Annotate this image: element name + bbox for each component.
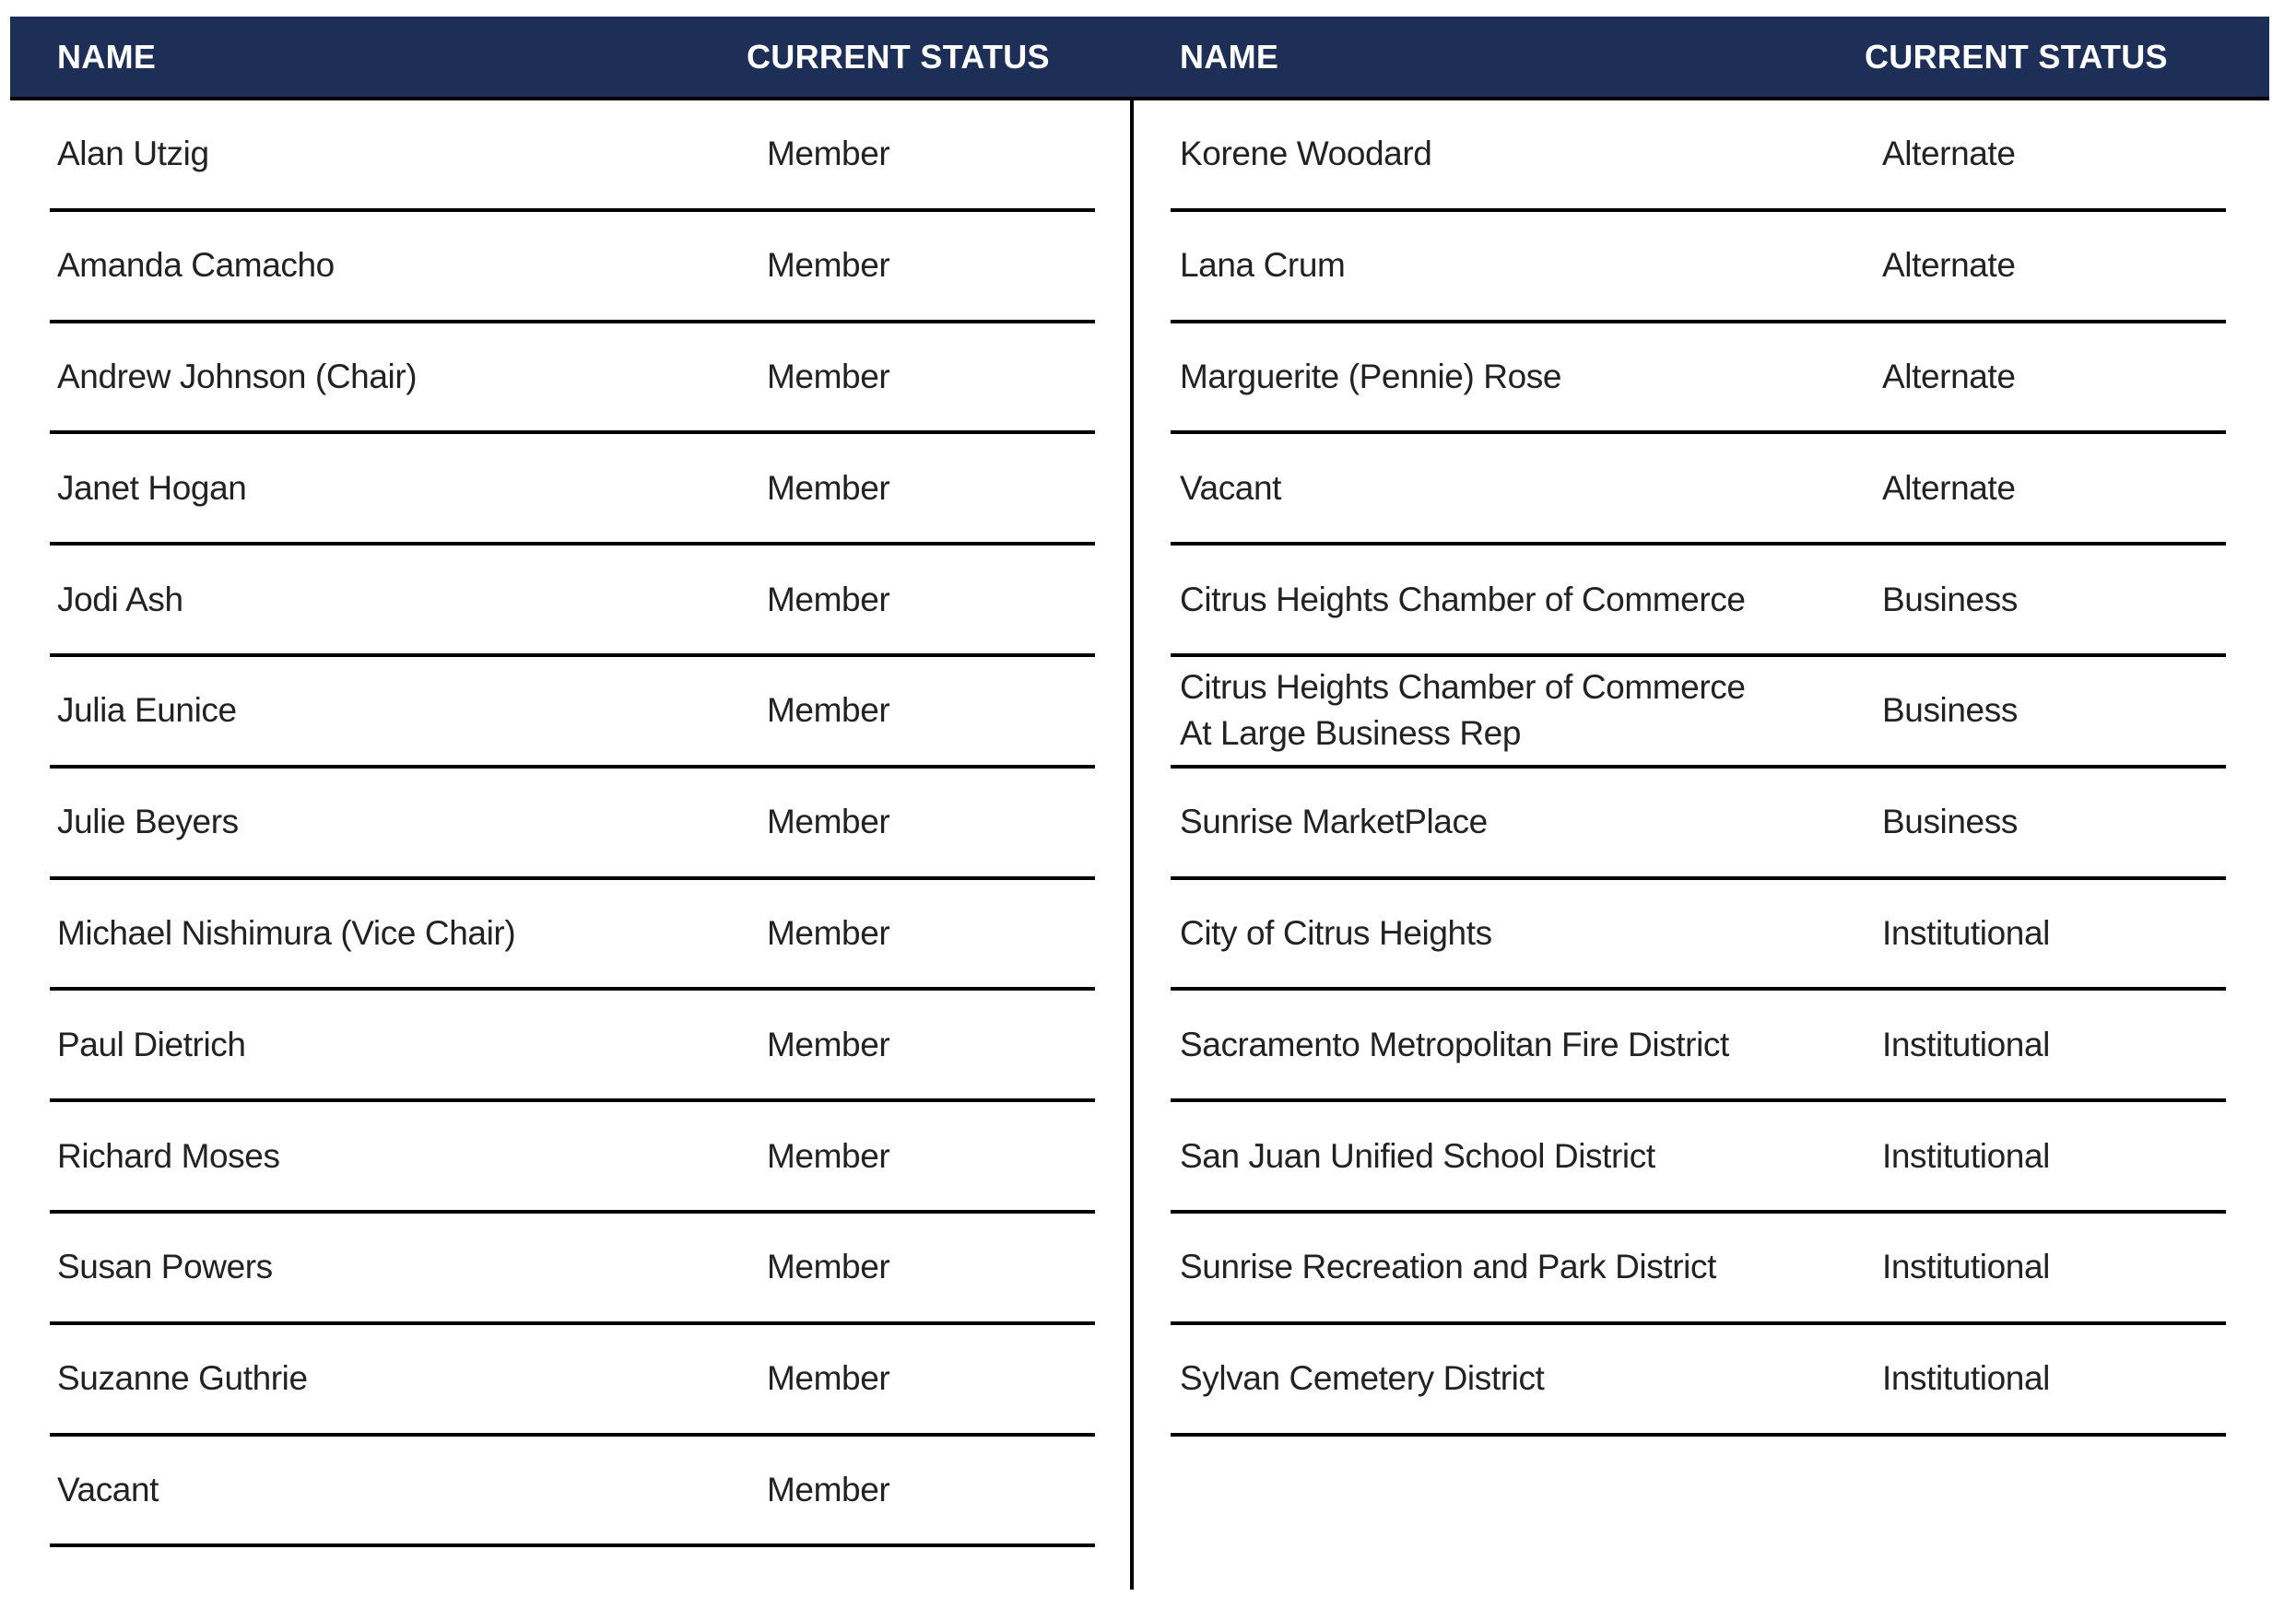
status-cell: Member xyxy=(767,913,890,952)
status-cell: Institutional xyxy=(1882,913,2050,952)
table-row xyxy=(1171,880,2226,992)
right-column-header-name: NAME xyxy=(1180,38,1279,76)
member-name-line: Richard Moses xyxy=(57,1136,280,1175)
table-row xyxy=(50,1214,1095,1325)
table-row xyxy=(50,880,1095,992)
table-row xyxy=(50,434,1095,546)
member-name-cell xyxy=(1180,1356,1544,1402)
member-name-cell xyxy=(1180,1244,1716,1290)
member-name-cell xyxy=(1180,131,1431,177)
table-row xyxy=(50,323,1095,435)
status-cell: Institutional xyxy=(1882,1136,2050,1175)
status-cell: Member xyxy=(767,803,890,841)
member-name-line: Marguerite (Pennie) Rose xyxy=(1180,357,1562,395)
member-name-line: Citrus Heights Chamber of Commerce xyxy=(1180,668,1746,707)
table-row xyxy=(50,1102,1095,1214)
member-name-line: Sacramento Metropolitan Fire District xyxy=(1180,1025,1729,1063)
member-name-cell xyxy=(57,1022,246,1068)
member-name-line: Sunrise Recreation and Park District xyxy=(1180,1248,1716,1286)
table-row xyxy=(1171,1102,2226,1214)
right-column-header-status: CURRENT STATUS xyxy=(1865,38,2168,76)
table-row xyxy=(50,991,1095,1102)
member-name-line: Susan Powers xyxy=(57,1248,273,1286)
member-name-cell xyxy=(1180,910,1492,957)
member-name-cell xyxy=(57,1133,280,1180)
member-name-cell xyxy=(57,354,417,400)
member-name-cell xyxy=(1180,1022,1729,1068)
table-row xyxy=(50,1325,1095,1437)
member-name-cell xyxy=(57,1244,273,1290)
member-name-line: Julie Beyers xyxy=(57,803,239,841)
member-name-line: Citrus Heights Chamber of Commerce xyxy=(1180,580,1746,618)
member-name-cell xyxy=(1180,664,1746,757)
table-row xyxy=(1171,1325,2226,1437)
table-row xyxy=(1171,991,2226,1102)
member-name-line: Vacant xyxy=(57,1470,159,1508)
member-name-cell xyxy=(57,1356,308,1402)
left-member-table xyxy=(50,100,1095,1547)
table-row xyxy=(1171,434,2226,546)
table-row xyxy=(50,100,1095,212)
table-row xyxy=(1171,100,2226,212)
member-name-cell xyxy=(1180,242,1345,288)
member-name-cell xyxy=(57,910,515,957)
status-cell: Member xyxy=(767,1359,890,1398)
table-row xyxy=(1171,323,2226,435)
member-name-cell xyxy=(1180,354,1561,400)
table-row xyxy=(50,212,1095,323)
member-name-line: Lana Crum xyxy=(1180,246,1346,285)
table-row xyxy=(50,546,1095,657)
table-row xyxy=(50,657,1095,769)
status-cell: Alternate xyxy=(1882,246,2016,285)
status-cell: Business xyxy=(1882,580,2018,618)
status-cell: Alternate xyxy=(1882,135,2016,173)
status-cell: Institutional xyxy=(1882,1359,2050,1398)
table-row xyxy=(1171,546,2226,657)
member-name-line: Paul Dietrich xyxy=(57,1025,246,1063)
table-row xyxy=(1171,212,2226,323)
member-name-line: Sunrise MarketPlace xyxy=(1180,803,1488,841)
member-name-line: Michael Nishimura (Vice Chair) xyxy=(57,913,516,952)
status-cell: Institutional xyxy=(1882,1025,2050,1063)
member-name-cell xyxy=(57,687,237,734)
table-row xyxy=(1171,1214,2226,1325)
status-cell: Member xyxy=(767,357,890,395)
member-name-line: Andrew Johnson (Chair) xyxy=(57,357,418,395)
member-name-line: Alan Utzig xyxy=(57,135,209,173)
status-cell: Member xyxy=(767,1025,890,1063)
table-row xyxy=(1171,657,2226,769)
member-name-cell xyxy=(57,465,246,511)
member-name-line: Korene Woodard xyxy=(1180,135,1432,173)
member-name-cell xyxy=(57,242,335,288)
member-name-cell xyxy=(1180,799,1488,845)
status-cell: Business xyxy=(1882,691,2018,730)
status-cell: Member xyxy=(767,1248,890,1286)
member-name-cell xyxy=(57,1467,159,1513)
member-name-line: Suzanne Guthrie xyxy=(57,1359,308,1398)
member-name-line: Amanda Camacho xyxy=(57,246,335,285)
left-column-header-status: CURRENT STATUS xyxy=(747,38,1050,76)
member-name-cell xyxy=(57,131,209,177)
status-cell: Member xyxy=(767,1136,890,1175)
status-cell: Business xyxy=(1882,803,2018,841)
member-name-cell xyxy=(1180,465,1281,511)
member-name-cell xyxy=(1180,1133,1655,1180)
member-name-line: Janet Hogan xyxy=(57,468,247,507)
status-cell: Member xyxy=(767,468,890,507)
member-name-line: Sylvan Cemetery District xyxy=(1180,1359,1545,1398)
status-cell: Alternate xyxy=(1882,468,2016,507)
member-name-line: At Large Business Rep xyxy=(1180,714,1522,753)
member-name-line: Jodi Ash xyxy=(57,580,183,618)
table-row xyxy=(50,1437,1095,1548)
right-member-table xyxy=(1171,100,2226,1437)
member-name-cell xyxy=(57,799,239,845)
member-name-cell xyxy=(1180,577,1746,623)
status-cell: Alternate xyxy=(1882,357,2016,395)
member-name-cell xyxy=(57,577,183,623)
member-name-line: Vacant xyxy=(1180,468,1282,507)
status-cell: Member xyxy=(767,246,890,285)
status-cell: Member xyxy=(767,135,890,173)
status-cell: Member xyxy=(767,580,890,618)
status-cell: Institutional xyxy=(1882,1248,2050,1286)
table-row xyxy=(1171,769,2226,880)
left-column-header-name: NAME xyxy=(57,38,157,76)
table-row xyxy=(50,769,1095,880)
member-name-line: Julia Eunice xyxy=(57,691,237,730)
status-cell: Member xyxy=(767,691,890,730)
member-name-line: San Juan Unified School District xyxy=(1180,1136,1655,1175)
column-divider xyxy=(1130,97,1134,1590)
status-cell: Member xyxy=(767,1470,890,1508)
member-name-line: City of Citrus Heights xyxy=(1180,913,1492,952)
